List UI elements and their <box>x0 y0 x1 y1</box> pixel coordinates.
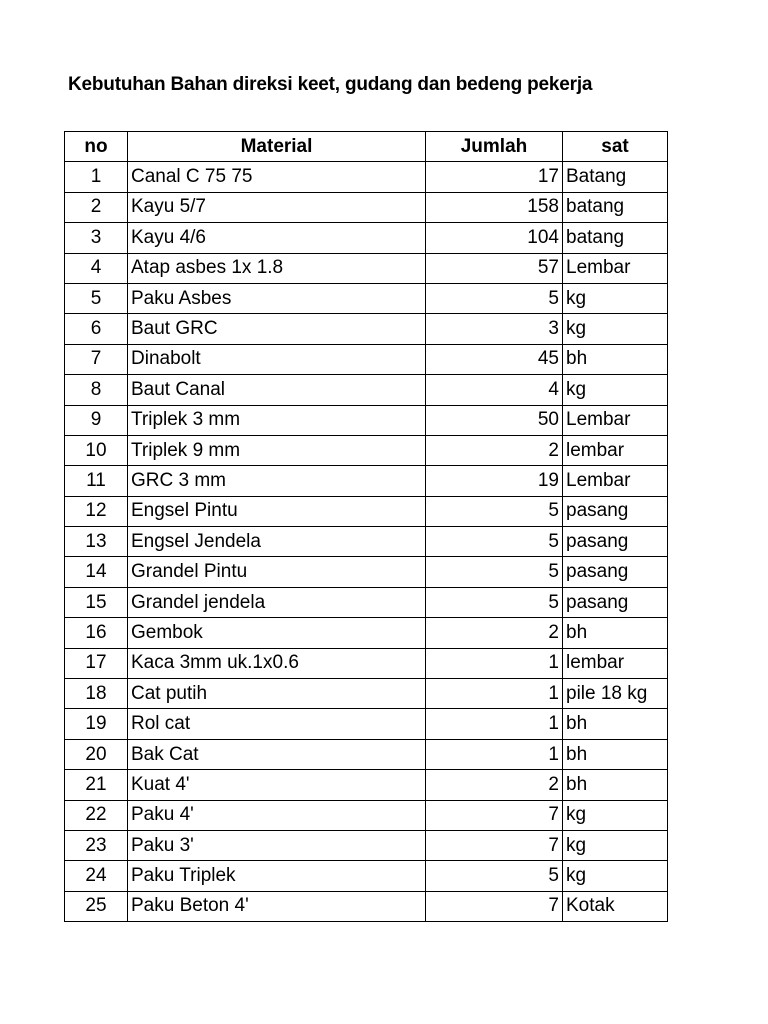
cell-sat: pasang <box>563 496 668 526</box>
cell-jumlah: 1 <box>426 648 563 678</box>
cell-material: Baut Canal <box>128 375 426 405</box>
cell-jumlah: 57 <box>426 253 563 283</box>
cell-sat: kg <box>563 283 668 313</box>
cell-material: Bak Cat <box>128 739 426 769</box>
header-material: Material <box>128 132 426 162</box>
cell-sat: bh <box>563 709 668 739</box>
cell-sat: batang <box>563 223 668 253</box>
table-row <box>65 192 668 222</box>
cell-jumlah: 5 <box>426 861 563 891</box>
cell-jumlah: 5 <box>426 283 563 313</box>
cell-jumlah: 1 <box>426 679 563 709</box>
cell-material: Paku 4' <box>128 800 426 830</box>
cell-no: 18 <box>65 679 128 709</box>
cell-material: Rol cat <box>128 709 426 739</box>
cell-sat: lembar <box>563 648 668 678</box>
cell-sat: pile 18 kg <box>563 679 668 709</box>
cell-jumlah: 104 <box>426 223 563 253</box>
cell-jumlah: 17 <box>426 162 563 192</box>
cell-jumlah: 7 <box>426 800 563 830</box>
table-row <box>65 648 668 678</box>
cell-material: Paku Triplek <box>128 861 426 891</box>
cell-no: 25 <box>65 891 128 921</box>
table-row <box>65 679 668 709</box>
cell-sat: kg <box>563 375 668 405</box>
cell-no: 23 <box>65 830 128 860</box>
cell-material: Engsel Jendela <box>128 527 426 557</box>
cell-material: GRC 3 mm <box>128 466 426 496</box>
cell-material: Grandel jendela <box>128 587 426 617</box>
cell-no: 11 <box>65 466 128 496</box>
cell-no: 20 <box>65 739 128 769</box>
cell-sat: bh <box>563 618 668 648</box>
cell-sat: kg <box>563 830 668 860</box>
cell-no: 4 <box>65 253 128 283</box>
cell-sat: kg <box>563 861 668 891</box>
cell-no: 5 <box>65 283 128 313</box>
table-body <box>65 162 668 922</box>
table-row <box>65 770 668 800</box>
cell-jumlah: 1 <box>426 709 563 739</box>
cell-no: 17 <box>65 648 128 678</box>
cell-no: 2 <box>65 192 128 222</box>
cell-material: Paku Beton 4' <box>128 891 426 921</box>
table-row <box>65 162 668 192</box>
cell-material: Triplek 9 mm <box>128 435 426 465</box>
cell-material: Canal C 75 75 <box>128 162 426 192</box>
cell-material: Dinabolt <box>128 344 426 374</box>
table-row <box>65 618 668 648</box>
table-row <box>65 253 668 283</box>
cell-jumlah: 2 <box>426 435 563 465</box>
cell-material: Engsel Pintu <box>128 496 426 526</box>
table-row <box>65 739 668 769</box>
table-row <box>65 800 668 830</box>
cell-jumlah: 5 <box>426 587 563 617</box>
cell-no: 16 <box>65 618 128 648</box>
table-row <box>65 709 668 739</box>
cell-material: Paku 3' <box>128 830 426 860</box>
cell-no: 6 <box>65 314 128 344</box>
cell-material: Grandel Pintu <box>128 557 426 587</box>
cell-material: Gembok <box>128 618 426 648</box>
header-jumlah: Jumlah <box>426 132 563 162</box>
table-row <box>65 527 668 557</box>
cell-jumlah: 5 <box>426 527 563 557</box>
cell-no: 10 <box>65 435 128 465</box>
cell-sat: batang <box>563 192 668 222</box>
header-no: no <box>65 132 128 162</box>
cell-no: 12 <box>65 496 128 526</box>
cell-jumlah: 19 <box>426 466 563 496</box>
cell-no: 8 <box>65 375 128 405</box>
cell-sat: Kotak <box>563 891 668 921</box>
cell-material: Kayu 4/6 <box>128 223 426 253</box>
cell-sat: pasang <box>563 587 668 617</box>
cell-sat: kg <box>563 314 668 344</box>
cell-sat: pasang <box>563 557 668 587</box>
table-row <box>65 891 668 921</box>
cell-material: Atap asbes 1x 1.8 <box>128 253 426 283</box>
page-title: Kebutuhan Bahan direksi keet, gudang dan bedeng pekerja <box>68 74 593 95</box>
cell-jumlah: 2 <box>426 770 563 800</box>
cell-jumlah: 5 <box>426 557 563 587</box>
table-row <box>65 344 668 374</box>
cell-material: Triplek 3 mm <box>128 405 426 435</box>
cell-jumlah: 50 <box>426 405 563 435</box>
cell-no: 3 <box>65 223 128 253</box>
cell-no: 13 <box>65 527 128 557</box>
table-row <box>65 314 668 344</box>
cell-sat: bh <box>563 739 668 769</box>
cell-sat: bh <box>563 770 668 800</box>
cell-material: Kayu 5/7 <box>128 192 426 222</box>
cell-no: 24 <box>65 861 128 891</box>
table-row <box>65 496 668 526</box>
cell-no: 14 <box>65 557 128 587</box>
cell-jumlah: 45 <box>426 344 563 374</box>
table-row <box>65 557 668 587</box>
cell-jumlah: 1 <box>426 739 563 769</box>
table-header-row <box>65 132 668 162</box>
cell-no: 1 <box>65 162 128 192</box>
cell-sat: Lembar <box>563 466 668 496</box>
table-row <box>65 283 668 313</box>
cell-material: Paku Asbes <box>128 283 426 313</box>
cell-sat: lembar <box>563 435 668 465</box>
cell-sat: Batang <box>563 162 668 192</box>
table-row <box>65 405 668 435</box>
cell-material: Baut GRC <box>128 314 426 344</box>
cell-jumlah: 7 <box>426 891 563 921</box>
table-row <box>65 830 668 860</box>
table-row <box>65 375 668 405</box>
cell-no: 15 <box>65 587 128 617</box>
table-row <box>65 587 668 617</box>
cell-material: Kuat 4' <box>128 770 426 800</box>
cell-jumlah: 4 <box>426 375 563 405</box>
table-row <box>65 435 668 465</box>
cell-no: 9 <box>65 405 128 435</box>
cell-sat: bh <box>563 344 668 374</box>
cell-no: 19 <box>65 709 128 739</box>
cell-jumlah: 158 <box>426 192 563 222</box>
cell-no: 21 <box>65 770 128 800</box>
cell-jumlah: 3 <box>426 314 563 344</box>
header-sat: sat <box>563 132 668 162</box>
cell-material: Kaca 3mm uk.1x0.6 <box>128 648 426 678</box>
cell-sat: Lembar <box>563 405 668 435</box>
cell-sat: kg <box>563 800 668 830</box>
cell-jumlah: 2 <box>426 618 563 648</box>
table-row <box>65 466 668 496</box>
table-row <box>65 223 668 253</box>
material-table <box>64 131 668 922</box>
cell-jumlah: 7 <box>426 830 563 860</box>
table-row <box>65 861 668 891</box>
cell-sat: pasang <box>563 527 668 557</box>
cell-sat: Lembar <box>563 253 668 283</box>
cell-no: 22 <box>65 800 128 830</box>
cell-no: 7 <box>65 344 128 374</box>
cell-jumlah: 5 <box>426 496 563 526</box>
cell-material: Cat putih <box>128 679 426 709</box>
